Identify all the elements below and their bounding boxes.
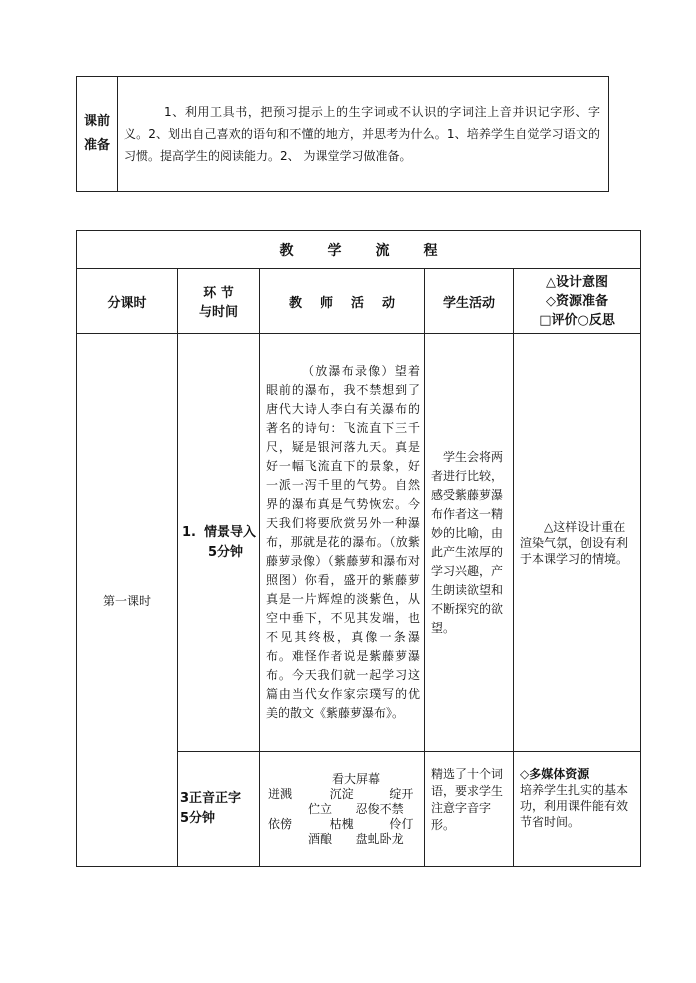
vocab-word: 枯槐 <box>329 816 354 831</box>
segment-number: 1. <box>182 524 196 540</box>
prep-label-line2: 准备 <box>83 138 110 153</box>
student-activity: 学生会将两者进行比较，感受紫藤萝瀑布作者这一精妙的比喻，由此产生浓厚的学习兴趣，产生朗读欲望和不断探究的欲望。 <box>425 334 514 752</box>
vocab-word: 伫立 <box>308 801 333 816</box>
segment-name: 情景导入 <box>204 524 257 540</box>
header-teacher-text: 教师活动 <box>288 295 413 311</box>
preparation-table <box>76 76 609 192</box>
design-intent: △这样设计重在渲染气氛，创设有利于本课学习的情境。 <box>514 334 641 752</box>
vocab-word: 绽开 <box>389 786 414 801</box>
teacher-activity: （放瀑布录像）望着眼前的瀑布，我不禁想到了唐代大诗人李白有关瀑布的著名的诗句：飞流直下三千尺，疑是银河落九天。真是好一幅飞流直下的景象，好一派一泻千里的气势。自然界的瀑布真是气势恢宏。今天我们将要欣赏另外一种瀑布，那就是花的瀑布。（放紫藤萝录像）（紫藤萝和瀑布对照图）你看，盛开的紫藤萝真是一片辉煌的淡紫色，从空中垂下，不见其发端，也不见其终极，真像一条瀑布。难怪作者说是紫藤萝瀑布。今天我们就一起学习这篇由当代女作家宗璞写的优美的散文《紫藤萝瀑布》。 <box>260 334 425 752</box>
segment-name: 3正音正字 <box>180 791 242 806</box>
header-row <box>77 269 641 334</box>
segment-cell <box>178 334 260 752</box>
teaching-flow-table <box>76 230 641 867</box>
vocab-word: 迸溅 <box>268 786 293 801</box>
table-row <box>77 334 641 752</box>
vocab-word: 伶仃 <box>389 816 414 831</box>
header-student: 学生活动 <box>425 269 514 334</box>
student-activity: 精选了十个词语，要求学生注意字音字形。 <box>425 752 514 867</box>
session-label: 第一课时 <box>77 334 178 867</box>
vocabulary-list <box>260 752 425 867</box>
design-resource-body: 培养学生扎实的基本功，利用课件能有效节省时间。 <box>520 783 629 829</box>
header-segment <box>178 269 260 334</box>
vocab-word: 忍俊不禁 <box>355 801 404 816</box>
segment-time: 5分钟 <box>180 811 216 826</box>
header-session: 分课时 <box>77 269 178 334</box>
design-intent <box>514 752 641 867</box>
prep-label-line1: 课前 <box>83 114 110 129</box>
vocab-word: 沉淀 <box>329 786 354 801</box>
header-design-line2: ◇资源准备 <box>546 293 608 309</box>
vocab-heading: 看大屏幕 <box>332 771 381 786</box>
prep-label <box>77 77 118 192</box>
header-segment-line1: 环 节 <box>203 286 234 301</box>
vocab-word: 依傍 <box>268 816 293 831</box>
design-resource-heading: ◇多媒体资源 <box>520 767 590 781</box>
header-teacher <box>260 269 425 334</box>
header-segment-line2: 与时间 <box>198 305 238 320</box>
header-design <box>514 269 641 334</box>
vocab-word: 酒酿 <box>308 831 333 846</box>
segment-time: 5分钟 <box>208 544 244 560</box>
header-design-line1: △设计意图 <box>546 274 608 290</box>
vocab-word: 盘虬卧龙 <box>355 831 404 846</box>
flow-title <box>77 231 641 269</box>
header-design-line3: □评价○反思 <box>539 312 615 328</box>
flow-title-text: 教学流程 <box>279 242 472 259</box>
segment-cell <box>178 752 260 867</box>
prep-content: 1、利用工具书，把预习提示上的生字词或不认识的字词注上音并识记字形、字义。2、划出自己喜欢的语句和不懂的地方，并思考为什么。1、培养学生自觉学习语文的习惯。提高学生的阅读能力。2、 为课堂学习做准备。 <box>118 77 609 192</box>
